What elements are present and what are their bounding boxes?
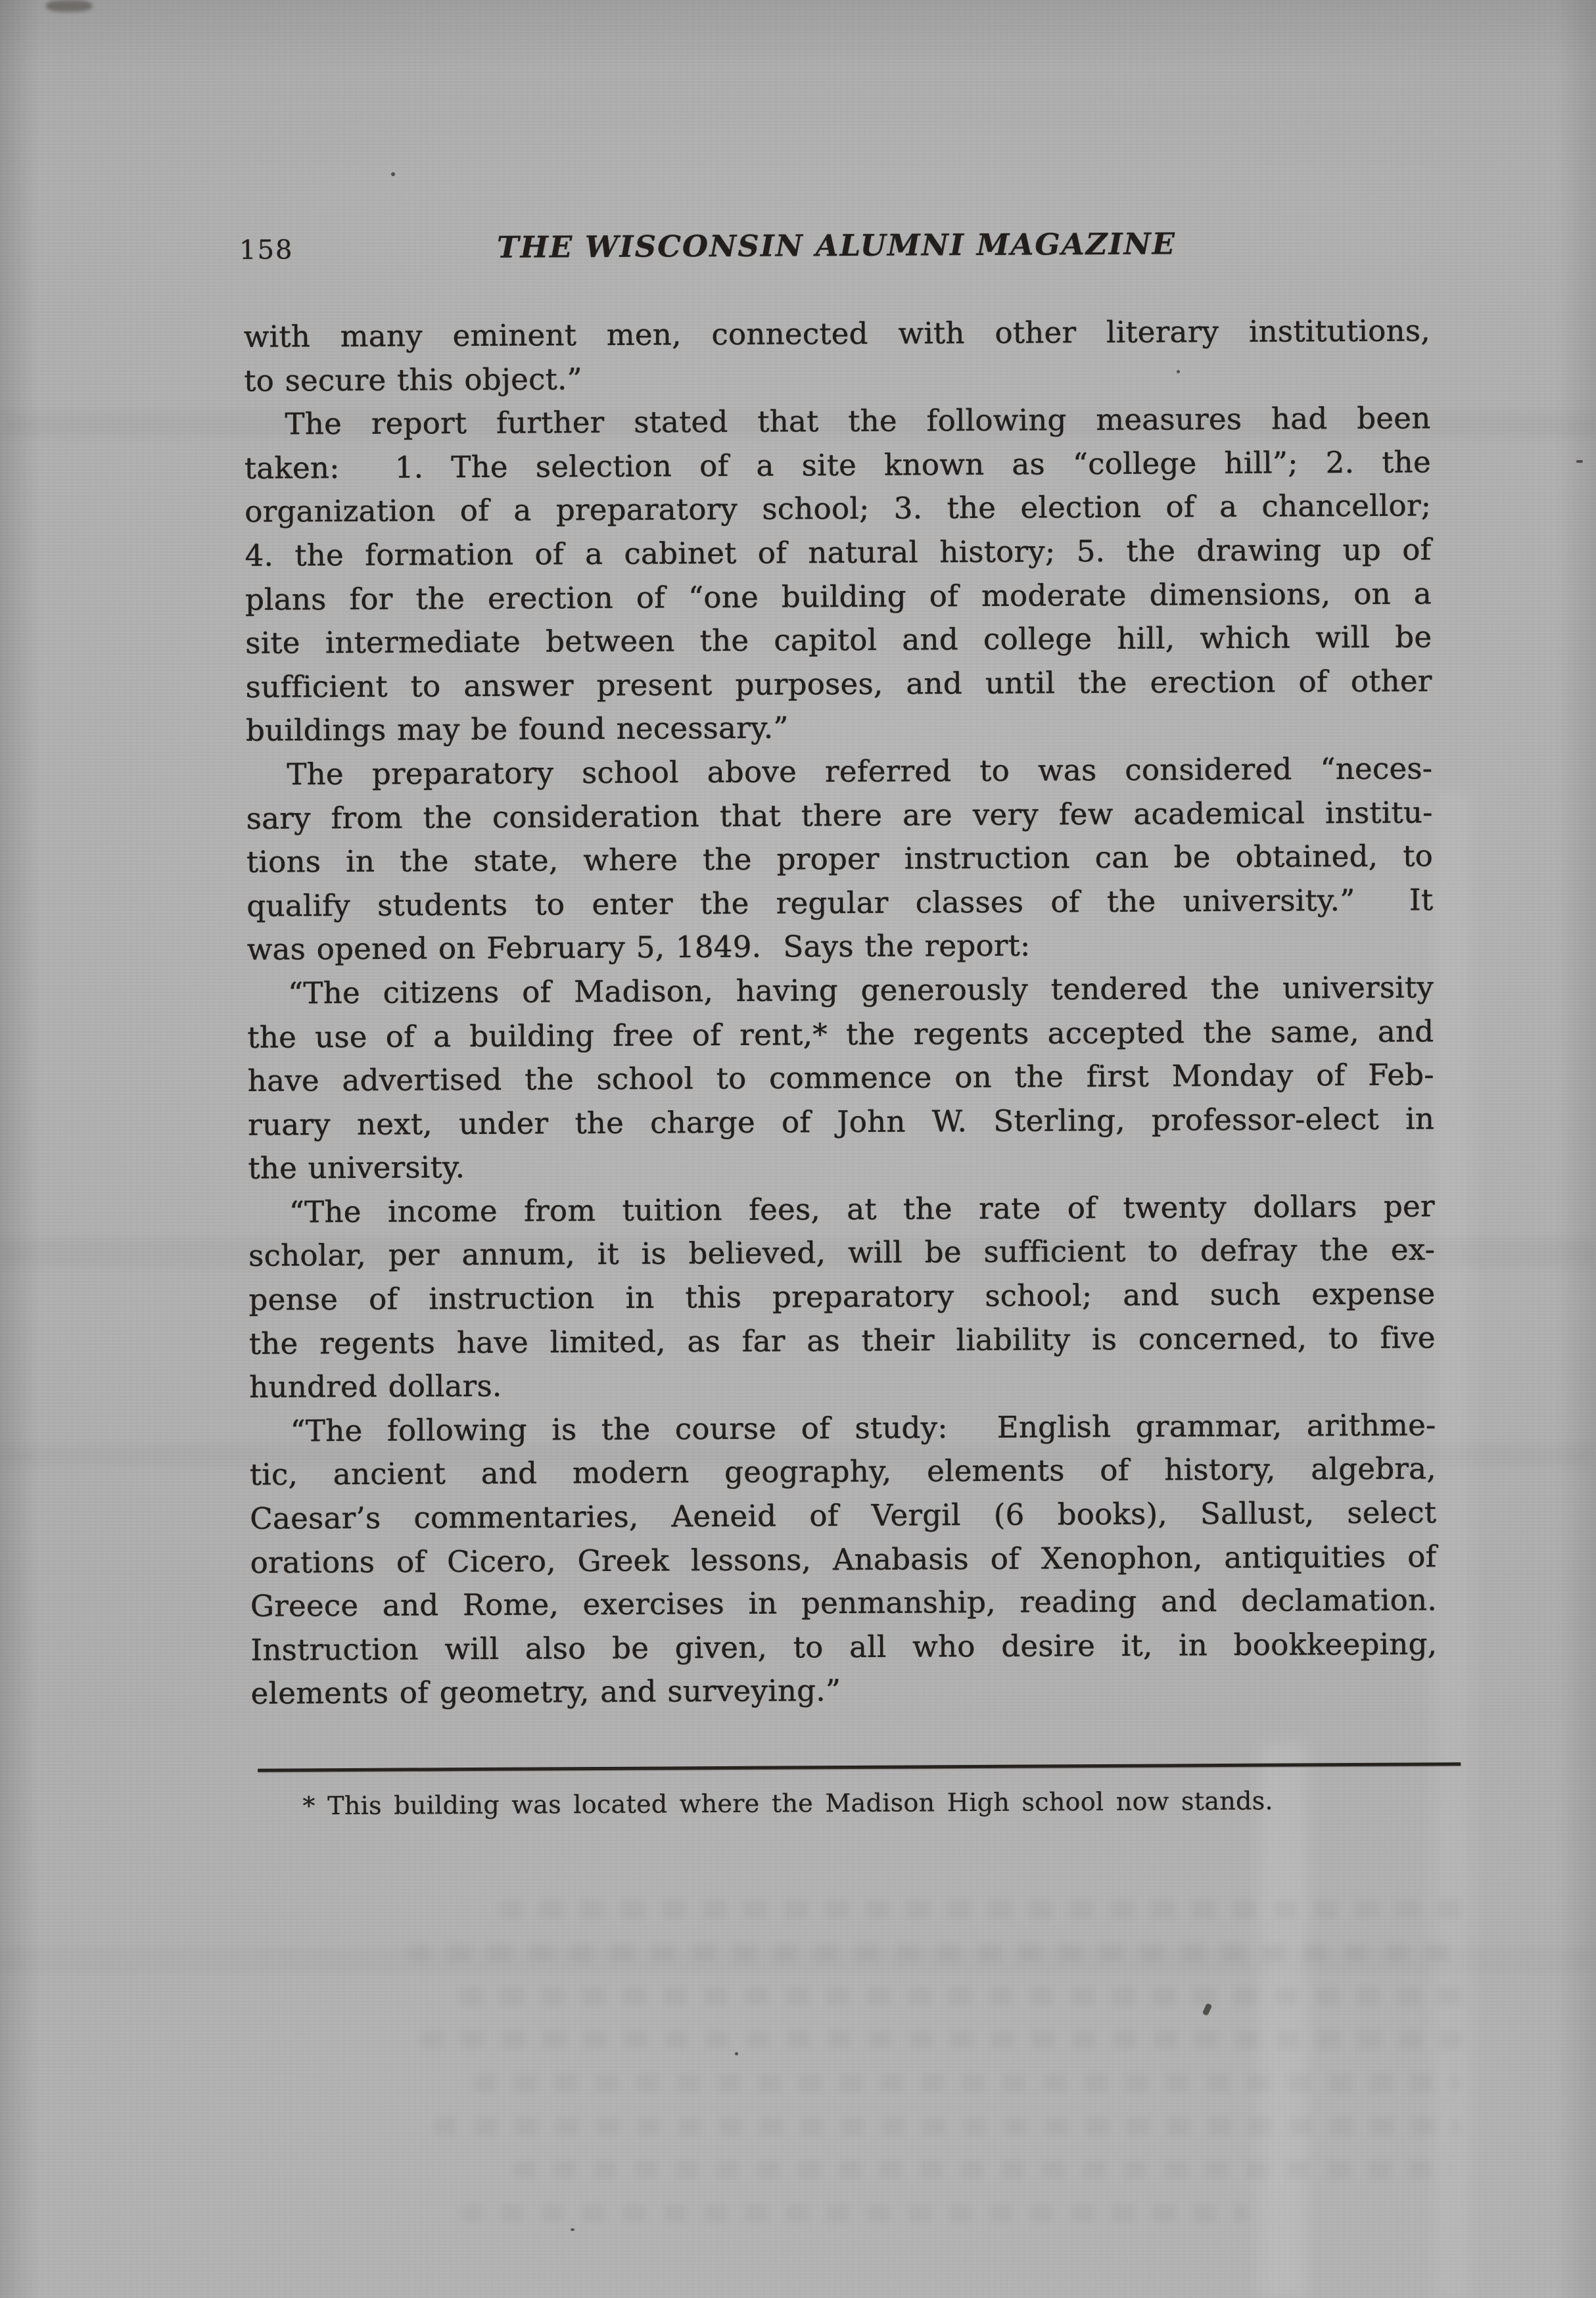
body-line: buildings may be found necessary.”: [245, 710, 789, 749]
body-line: The preparatory school above referred to was considered “neces-: [287, 751, 1433, 792]
bleedthrough-ghost-text: [421, 2031, 1466, 2048]
scan-speck: [1576, 460, 1583, 463]
body-line: have advertised the school to commence on the first Monday of Feb-: [247, 1057, 1434, 1098]
body-line: tions in the state, where the proper instruction can be obtained, to: [246, 838, 1434, 879]
bleedthrough-ghost-text: [500, 1901, 1466, 1918]
body-line: sufficient to answer present purposes, and until the erection of other: [245, 663, 1432, 705]
body-line: hundred dollars.: [249, 1369, 502, 1405]
body-line: 4. the formation of a cabinet of natural history; 5. the drawing up of: [245, 532, 1432, 573]
body-line: “The following is the course of study: English grammar, arithme-: [290, 1407, 1436, 1449]
body-line: plans for the erection of “one building of moderate dimensions, on a: [245, 575, 1432, 617]
body-line: sary from the consideration that there are very few academical institu-: [246, 794, 1433, 836]
body-line: Instruction will also be given, to all who desire it, in bookkeeping,: [250, 1626, 1438, 1668]
body-line: site intermediate between the capitol and college hill, which will be: [245, 619, 1432, 661]
body-line: scholar, per annum, it is believed, will be sufficient to defray the ex-: [248, 1232, 1436, 1274]
bleedthrough-ghost-text: [408, 1944, 1466, 1961]
body-line: the university.: [248, 1150, 465, 1186]
paragraph: [249, 1403, 1437, 1716]
magazine-title: THE WISCONSIN ALUMNI MAGAZINE: [496, 226, 1177, 265]
bleedthrough-ghost-text: [434, 2118, 1459, 2135]
body-line: pense of instruction in this preparatory school; and such expense: [248, 1276, 1436, 1317]
footnote-rule: [258, 1762, 1461, 1772]
bleedthrough-ghost-text: [460, 1988, 1466, 2005]
body-text: [244, 309, 1438, 1716]
bleedthrough-ghost-text: [513, 2161, 1453, 2178]
scan-speck: [571, 2228, 575, 2231]
bleedthrough-ghost-text: [460, 2205, 1249, 2222]
scan-smudge: [46, 0, 92, 12]
body-line: was opened on February 5, 1849. Says the report:: [246, 927, 1031, 968]
body-line: ruary next, under the charge of John W. Sterling, professor-elect in: [247, 1101, 1435, 1142]
body-line: the use of a building free of rent,* the regents accepted the same, and: [247, 1013, 1434, 1055]
body-line: the regents have limited, as far as their liability is concerned, to five: [248, 1319, 1436, 1361]
scan-speck: [391, 172, 395, 176]
body-line: Greece and Rome, exercises in penmanship, reading and declamation.: [250, 1582, 1437, 1624]
paragraph: [248, 1184, 1436, 1409]
page-number: 158: [239, 235, 294, 266]
body-line: taken: 1. The selection of a site known as “college hill”; 2. the: [244, 444, 1431, 486]
body-line: organization of a preparatory school; 3. the election of a chancellor;: [245, 488, 1432, 530]
body-line: to secure this object.”: [243, 361, 582, 398]
body-line: qualify students to enter the regular classes of the university.” It: [246, 882, 1434, 924]
paragraph: [244, 309, 1431, 403]
body-line: Caesar’s commentaries, Aeneid of Vergil (6 books), Sallust, select: [250, 1495, 1437, 1536]
body-line: elements of geometry, and surveying.”: [250, 1673, 841, 1712]
body-line: orations of Cicero, Greek lessons, Anabasis of Xenophon, antiquities of: [250, 1538, 1437, 1580]
paragraph: [246, 747, 1434, 972]
scan-light-band: [1433, 789, 1472, 2298]
bleedthrough-ghost-text: [473, 2075, 1459, 2092]
paragraph: [247, 966, 1435, 1190]
body-line: “The income from tuition fees, at the rate of twenty dollars per: [289, 1188, 1435, 1230]
body-line: tic, ancient and modern geography, elements of history, algebra,: [249, 1451, 1436, 1493]
body-line: The report further stated that the following measures had been: [285, 400, 1431, 442]
paragraph: [244, 397, 1432, 753]
scan-speck: [735, 2052, 738, 2055]
page-content: [239, 225, 1438, 1824]
scan-light-band: [1259, 1742, 1308, 2298]
running-header: [239, 225, 1430, 266]
body-line: “The citizens of Madison, having generously tendered the university: [287, 970, 1434, 1011]
footnote-text: * This building was located where the Madison High school now stands.: [302, 1786, 1273, 1821]
body-line: with many eminent men, connected with other literary institutions,: [243, 313, 1430, 354]
